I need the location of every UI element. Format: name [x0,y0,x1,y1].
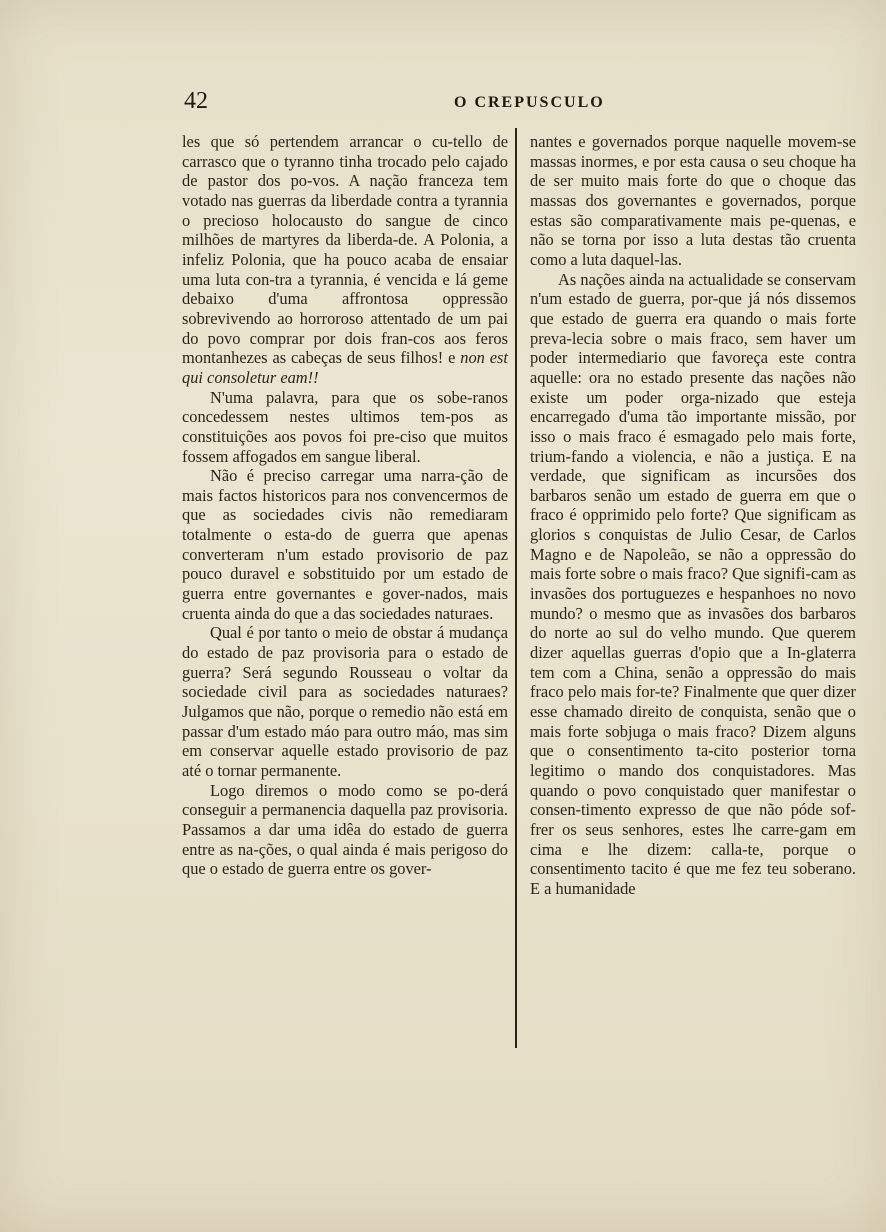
latin-quote: non est qui consoletur eam!! [182,348,508,387]
paragraph-3: Não é preciso carregar uma narra-ção de mais factos historicos para nos convencermos de que as sociedades civis não remediaram totalmente o esta-do de guerra que apenas converteram n'um estado provisorio de paz pouco duravel e sobstituido por um estado de guerra entre governantes e gover-nados, mais cruenta ainda do que a das sociedades naturaes. [182,466,508,623]
running-title: O CREPUSCULO [454,94,605,111]
right-column [530,132,856,899]
paragraph-1 [182,132,508,388]
paragraph-4: Qual é por tanto o meio de obstar á mudança do estado de paz provisoria para o estado de guerra? Será segundo Rousseau o voltar da sociedade civil para as sociedades naturaes? Julgamos que não, porque o remedio não está em passar d'um estado máo para outro máo, mas sim em conservar aquelle estado provisorio de paz até o tornar permanente. [182,623,508,780]
paragraph-2: N'uma palavra, para que os sobe-ranos concedessem nestes ultimos tem-pos as constituições aos povos foi pre-ciso que muitos fossem affogados em sangue liberal. [182,387,508,466]
paragraph-5: Logo diremos o modo como se po-derá conseguir a permanencia daquella paz provisoria. Passamos a dar uma idêa do estado de guerra entre as na-ções, o qual ainda é mais perigoso do que o estado de guerra entre os gover- [182,780,508,879]
page-number: 42 [184,88,208,114]
page-header [184,88,856,120]
paragraph-1-text: les que só pertendem arrancar o cu-tello de carrasco que o tyranno tinha trocado pelo cajado de pastor dos po-vos. A nação franceza tem votado nas guerras da liberdade contra a tyrannia o precioso holocausto do sangue de cinco milhões de martyres da liberda-de. A Polonia, a infeliz Polonia, que ha pouco acaba de ensaiar uma luta con-tra a tyrannia, é vencida e lá geme debaixo d'uma affrontosa oppressão sobrevivendo ao horroroso attentado de um pai do povo comprar por dois fran-cos aos feros montanhezes as cabeças de seus filhos! e [182,132,508,368]
paragraph-continued: nantes e governados porque naquelle movem-se massas inormes, e por esta causa o seu choque ha de ser muito mais forte do que o choque das massas dos governantes e governados, porque estas são comparativamente mais pe-quenas, e não se torna por isso a luta destas tão cruenta como a luta daquel-las. [530,132,856,269]
column-divider [515,128,517,1048]
paragraph-nations: As nações ainda na actualidade se conservam n'um estado de guerra, por-que já nós dissemos que estado de guerra era quando o mais forte preva-lecia sobre o mais fraco, sem haver um poder intermediario que favoreça este contra aquelle: ora no estado presente das nações não existe um poder orga-nizado que esteja encarregado d'uma tão importante missão, por isso o mais fraco é esmagado pelo mais forte, trium-fando a violencia, e não a justiça. E na verdade, que significam as incursões dos barbaros senão um estado de guerra em que o fraco é opprimido pelo forte? Que significam as glorios s conquistas de Julio Cesar, de Carlos Magno e de Napoleão, se não a oppressão do mais forte sobre o mais fraco? Que signifi-cam as invasões dos portuguezes e hespanhoes no novo mundo? o mesmo que as invasões dos barbaros do norte ao sul do velho mundo. Que querem dizer aquellas guerras d'opio que a In-glaterra tem com a China, senão a oppressão do mais fraco pelo mais for-te? Finalmente que quer dizer esse chamado direito de conquista, senão que o mais forte sobjuga o mais fraco? Dizem alguns que o consentimento ta-cito posterior torna legitimo o mando dos conquistadores. Mas quando o povo conquistado quer manifestar o consen-timento expresso de que não póde sof-frer os seus senhores, estes lhe carre-gam em cima e lhe dizem: calla-te, porque o consentimento tacito é que me fez teu soberano. E a humanidade [530,269,856,898]
left-column [182,132,508,879]
